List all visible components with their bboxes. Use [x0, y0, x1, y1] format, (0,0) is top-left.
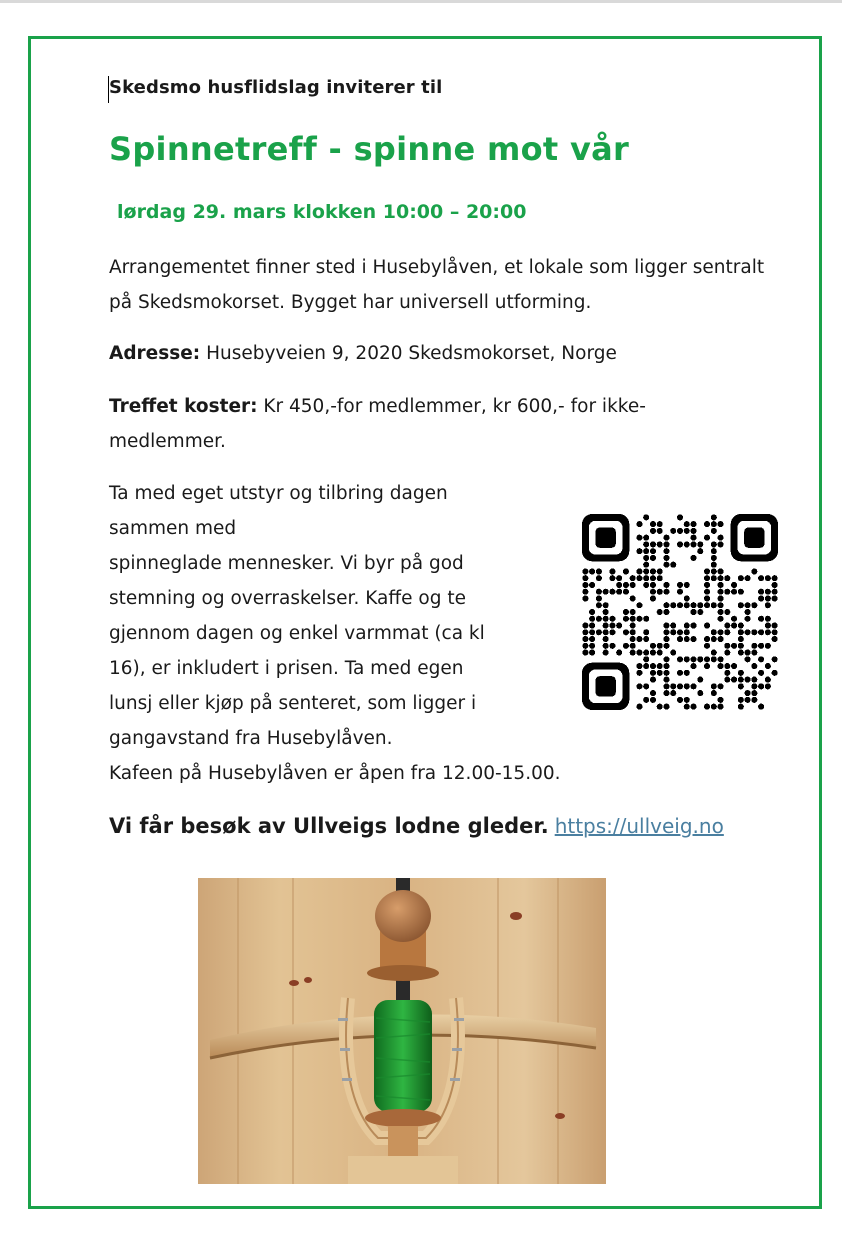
bring-line: 16), er inkludert i prisen. Ta med egen [109, 658, 464, 679]
spinning-wheel-bobbin-photo [198, 878, 606, 1184]
bring-line: gangavstand fra Husebylåven. [109, 728, 393, 749]
price-value: Kr 450,-for medlemmer, kr 600,- for ikke-medlemmer. [109, 396, 646, 452]
price-paragraph [109, 389, 729, 459]
ullveig-link[interactable]: https://ullveig.no [554, 814, 724, 838]
bring-line: gjennom dagen og enkel varmmat (ca kl [109, 623, 485, 644]
intro-line: Skedsmo husflidslag inviterer til [109, 77, 443, 98]
event-title: Spinnetreff - spinne mot vår [109, 130, 630, 168]
price-label: Treffet koster: [109, 396, 258, 417]
qr-code-icon[interactable] [582, 514, 778, 710]
bring-line: lunsj eller kjøp på senteret, som ligger i [109, 693, 477, 714]
bring-line: stemning og overraskelser. Kaffe og te [109, 588, 466, 609]
visit-text: Vi får besøk av Ullveigs lodne gleder. [109, 814, 549, 838]
venue-paragraph: Arrangementet finner sted i Husebylåven, et lokale som ligger sentralt på Skedsmokorset. Bygget har universell utforming. [109, 257, 765, 313]
bring-line: sammen med [109, 518, 237, 539]
event-date: lørdag 29. mars klokken 10:00 – 20:00 [117, 201, 527, 223]
bring-line: spinneglade mennesker. Vi byr på god [109, 553, 464, 574]
cafe-line: Kafeen på Husebylåven er åpen fra 12.00-15.00. [109, 763, 561, 784]
top-divider [0, 0, 842, 3]
bring-paragraph [109, 476, 569, 756]
visit-line [109, 814, 724, 838]
address-label: Adresse: [109, 343, 201, 364]
address-line [109, 336, 789, 371]
bring-line: Ta med eget utstyr og tilbring dagen [109, 483, 448, 504]
address-value: Husebyveien 9, 2020 Skedsmokorset, Norge [200, 343, 617, 364]
